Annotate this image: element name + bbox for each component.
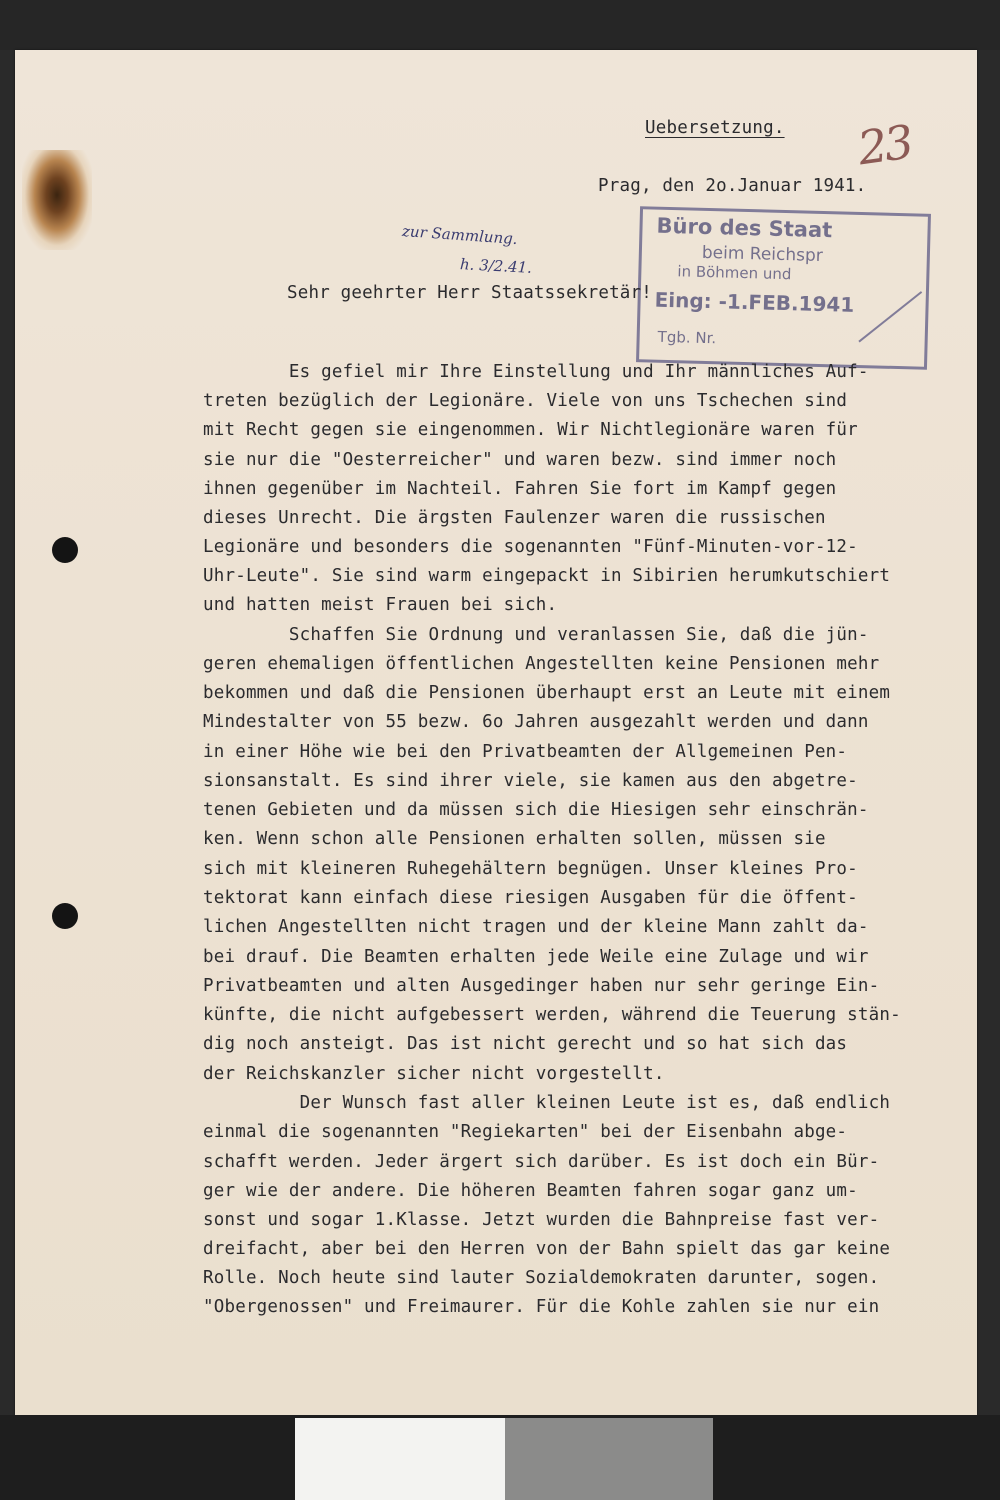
body-line: "Obergenossen" und Freimaurer. Für die Kohle zahlen sie nur ein: [203, 1297, 880, 1317]
folio-number: 23: [854, 114, 915, 176]
body-line: künfte, die nicht aufgebessert werden, während die Teuerung stän-: [203, 1005, 901, 1025]
calibration-grey-patch: [505, 1418, 713, 1500]
body-line: Schaffen Sie Ordnung und veranlassen Sie, daß die jün-: [203, 625, 869, 645]
stamp-line2: beim Reichspr: [701, 242, 824, 267]
body-line: ken. Wenn schon alle Pensionen erhalten sollen, müssen sie: [203, 829, 826, 849]
body-line: schafft werden. Jeder ärgert sich darüber. Es ist doch ein Bür-: [203, 1152, 880, 1172]
body-line: treten bezüglich der Legionäre. Viele von uns Tschechen sind: [203, 391, 848, 411]
body-line: sionsanstalt. Es sind ihrer viele, sie kamen aus den abgetre-: [203, 771, 858, 791]
body-line: ger wie der andere. Die höheren Beamten fahren sogar ganz um-: [203, 1181, 858, 1201]
body-line: geren ehemaligen öffentlichen Angestellten keine Pensionen mehr: [203, 654, 880, 674]
body-line: der Reichskanzler sicher nicht vorgestellt.: [203, 1064, 665, 1084]
body-line: Uhr-Leute". Sie sind warm eingepackt in Sibirien herumkutschiert: [203, 566, 891, 586]
body-line: Es gefiel mir Ihre Einstellung und Ihr männliches Auf-: [203, 362, 869, 382]
received-stamp: [636, 206, 931, 370]
stamp-line1: Büro des Staat: [656, 213, 833, 243]
body-line: sie nur die "Oesterreicher" und waren bezw. sind immer noch: [203, 450, 837, 470]
body-line: bei drauf. Die Beamten erhalten jede Weile eine Zulage und wir: [203, 947, 869, 967]
body-line: lichen Angestellten nicht tragen und der kleine Mann zahlt da-: [203, 917, 869, 937]
body-line: tektorat kann einfach diese riesigen Ausgaben für die öffent-: [203, 888, 858, 908]
body-line: dreifacht, aber bei den Herren von der Bahn spielt das gar keine: [203, 1239, 891, 1259]
scan-background: [0, 0, 1000, 50]
document-heading: Uebersetzung.: [645, 118, 785, 138]
rust-stain: [22, 150, 92, 250]
stamp-line3: in Böhmen und: [677, 262, 792, 284]
letter-date: Prag, den 2o.Januar 1941.: [598, 176, 867, 196]
handwritten-note-line1: zur Sammlung.: [401, 221, 519, 249]
body-line: tenen Gebieten und da müssen sich die Hiesigen sehr einschrän-: [203, 800, 869, 820]
calibration-white-patch: [295, 1418, 505, 1500]
handwritten-note-line2: h. 3/2.41.: [459, 255, 533, 277]
punch-hole-upper: [52, 537, 78, 563]
body-line: mit Recht gegen sie eingenommen. Wir Nichtlegionäre waren für: [203, 420, 858, 440]
body-line: sonst und sogar 1.Klasse. Jetzt wurden die Bahnpreise fast ver-: [203, 1210, 880, 1230]
stamp-line5: Tgb. Nr.: [657, 327, 717, 348]
body-line: dieses Unrecht. Die ärgsten Faulenzer waren die russischen: [203, 508, 826, 528]
stamp-date: Eing: -1.FEB.1941: [654, 287, 855, 317]
body-line: Privatbeamten und alten Ausgedinger haben nur sehr geringe Ein-: [203, 976, 880, 996]
body-line: Mindestalter von 55 bezw. 6o Jahren ausgezahlt werden und dann: [203, 712, 869, 732]
body-line: Rolle. Noch heute sind lauter Sozialdemokraten darunter, sogen.: [203, 1268, 880, 1288]
body-line: und hatten meist Frauen bei sich.: [203, 595, 558, 615]
punch-hole-lower: [52, 903, 78, 929]
body-line: Legionäre und besonders die sogenannten "Fünf-Minuten-vor-12-: [203, 537, 858, 557]
salutation: Sehr geehrter Herr Staatssekretär!: [287, 283, 653, 303]
body-line: Der Wunsch fast aller kleinen Leute ist es, daß endlich: [203, 1093, 891, 1113]
body-line: bekommen und daß die Pensionen überhaupt erst an Leute mit einem: [203, 683, 891, 703]
body-line: ihnen gegenüber im Nachteil. Fahren Sie fort im Kampf gegen: [203, 479, 837, 499]
body-line: sich mit kleineren Ruhegehältern begnügen. Unser kleines Pro-: [203, 859, 858, 879]
body-line: einmal die sogenannten "Regiekarten" bei der Eisenbahn abge-: [203, 1122, 848, 1142]
stamp-slash: [858, 291, 922, 342]
body-line: in einer Höhe wie bei den Privatbeamten der Allgemeinen Pen-: [203, 742, 848, 762]
body-line: dig noch ansteigt. Das ist nicht gerecht und so hat sich das: [203, 1034, 848, 1054]
